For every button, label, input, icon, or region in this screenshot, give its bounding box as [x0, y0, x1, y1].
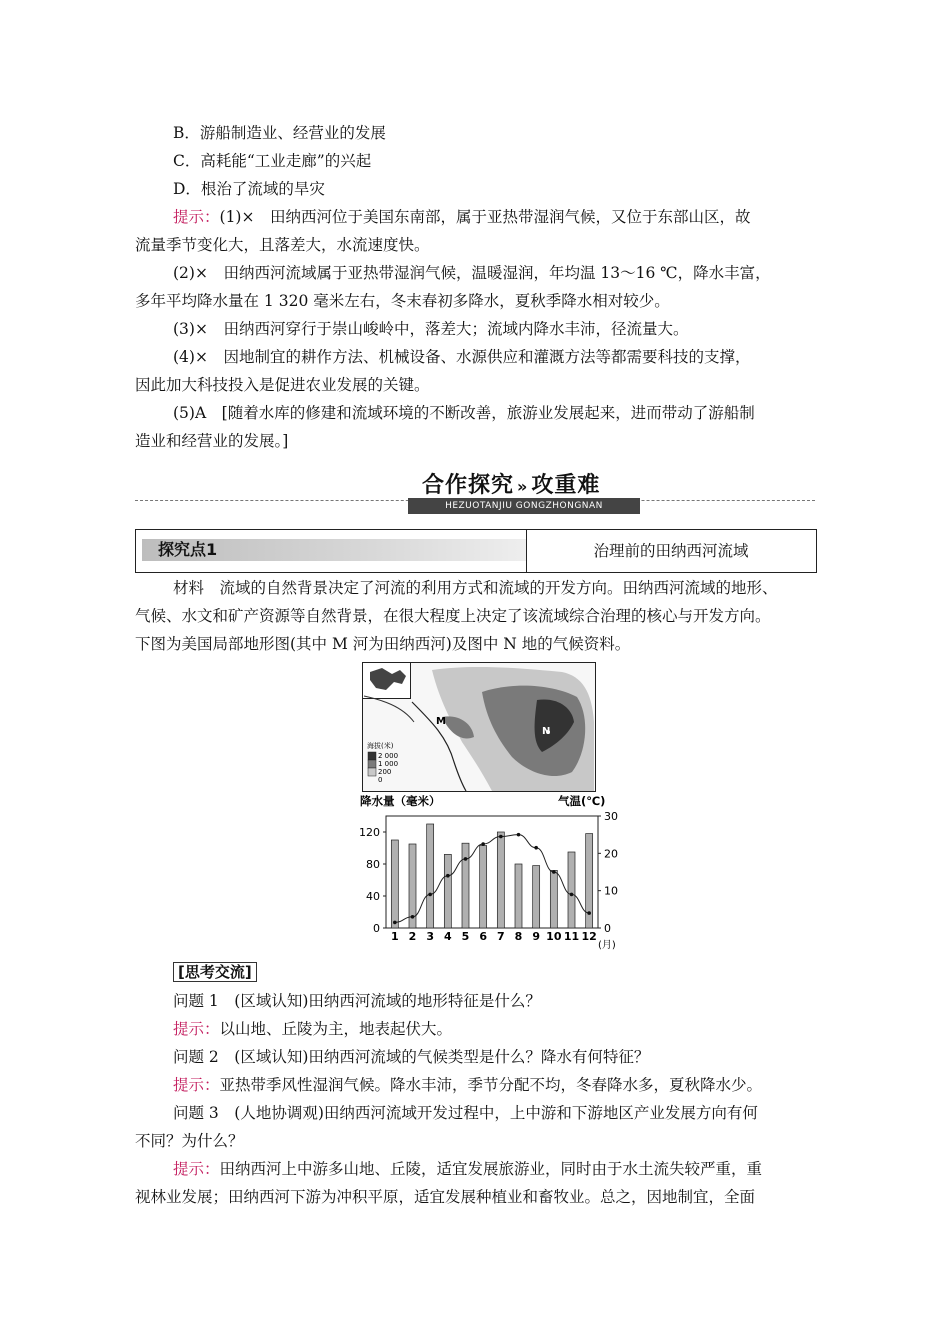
section-title: 合作探究 » 攻重难 — [422, 473, 601, 498]
question-line: 问题 2 (区域认知)田纳西河流域的气候类型是什么？降水有何特征？ — [173, 1048, 650, 1066]
question-line: 问题 3 (人地协调观)田纳西河流域开发过程中，上中游和下游地区产业发展方向有何 — [173, 1104, 758, 1122]
option-d: D．根治了流域的旱灾 — [173, 180, 325, 198]
precip-bar — [568, 852, 575, 928]
x-tick-label: 9 — [532, 930, 540, 943]
legend-title: 海拔(米) — [367, 742, 394, 750]
y-left-tick-label: 120 — [359, 826, 380, 839]
text-line: (3)× 田纳西河穿行于崇山峻岭中，落差大；流域内降水丰沛，径流量大。 — [173, 320, 689, 338]
temperature-point — [464, 857, 468, 861]
temperature-point — [552, 870, 556, 874]
x-tick-label: 2 — [408, 930, 417, 943]
precip-bar — [462, 843, 469, 928]
temperature-point — [499, 835, 503, 839]
x-tick-label: 10 — [546, 930, 562, 943]
text-line: 流量季节变化大，且落差大，水流速度快。 — [135, 236, 430, 254]
x-axis-unit: (月) — [598, 940, 616, 951]
text-line: 因此加大科技投入是促进农业发展的关键。 — [135, 376, 430, 394]
text-line: (2)× 田纳西河流域属于亚热带湿润气候，温暖湿润，年均温 13～16 ℃，降水丰富， — [173, 264, 771, 282]
svg-text:0: 0 — [378, 776, 383, 784]
svg-text:2 000: 2 000 — [378, 752, 399, 760]
temperature-point — [534, 846, 538, 850]
hint-line: 提示：田纳西河上中游多山地、丘陵，适宜发展旅游业，同时由于水土流失较严重，重 — [173, 1160, 763, 1178]
y-right-tick-label: 0 — [604, 922, 611, 935]
explore-point-topic: 治理前的田纳西河流域 — [593, 542, 749, 560]
temperature-point — [446, 874, 450, 878]
temperature-point — [393, 921, 397, 925]
x-tick-label: 5 — [461, 930, 470, 943]
y-right-tick-label: 10 — [604, 884, 618, 898]
x-tick-label: 4 — [444, 930, 452, 943]
precip-bar — [391, 840, 398, 928]
svg-text:1 000: 1 000 — [378, 760, 399, 768]
precip-bar — [515, 864, 522, 928]
y-left-tick-label: 0 — [373, 922, 380, 935]
question-line: 不同？为什么？ — [135, 1132, 244, 1150]
y-left-tick-label: 40 — [366, 890, 380, 903]
text-line: (5)A [随着水库的修建和流域环境的不断改善，旅游业发展起来，进而带动了游船制 — [173, 404, 755, 422]
svg-text:200: 200 — [378, 768, 392, 776]
temperature-line — [395, 835, 589, 923]
x-tick-label: 8 — [514, 930, 523, 943]
text-line: 造业和经营业的发展。] — [135, 432, 289, 450]
plot-frame — [386, 816, 598, 928]
temperature-point — [570, 893, 574, 897]
explore-point-label: 探究点1 — [158, 540, 218, 559]
y-left-tick-label: 80 — [366, 858, 380, 871]
think-exchange-label: [思考交流] — [173, 962, 257, 982]
material-line: 气候、水文和矿产资源等自然背景，在很大程度上决定了该流域综合治理的核心与开发方向。 — [135, 607, 771, 625]
x-tick-label: 12 — [581, 930, 597, 943]
hint-line: 提示：亚热带季风性湿润气候。降水丰沛，季节分配不均，冬春降水多，夏秋降水少。 — [173, 1076, 763, 1094]
y-axis-left-label: 降水量（毫米） — [360, 794, 441, 808]
temperature-point — [411, 915, 415, 919]
y-right-tick-label: 20 — [604, 847, 618, 861]
temperature-point — [587, 911, 591, 915]
hint-line: 提示：以山地、丘陵为主，地表起伏大。 — [173, 1020, 453, 1038]
hint-label: 提示： — [173, 1160, 220, 1178]
option-b: B．游船制造业、经营业的发展 — [173, 124, 386, 142]
x-tick-label: 7 — [497, 930, 505, 943]
precip-bar — [550, 870, 557, 928]
hint-label: 提示： — [173, 1020, 220, 1038]
question-line: 问题 1 (区域认知)田纳西河流域的地形特征是什么？ — [173, 992, 541, 1010]
topographic-map — [362, 662, 596, 792]
text-line: (4)× 因地制宜的耕作方法、机械设备、水源供应和灌溉方法等都需要科技的支撑， — [173, 348, 751, 366]
precip-bar — [444, 854, 451, 928]
arrow-icon: » — [517, 477, 529, 496]
section-subtitle: HEZUOTANJIU GONGZHONGNAN — [408, 498, 640, 514]
text-line: 多年平均降水量在 1 320 毫米左右，冬末春初多降水，夏秋季降水相对较少。 — [135, 292, 670, 310]
explore-point-box — [135, 529, 817, 573]
temperature-point — [481, 842, 485, 846]
precip-bar — [480, 846, 487, 928]
y-right-tick-label: 30 — [604, 810, 618, 823]
hint-label: 提示： — [173, 1076, 220, 1094]
hint-label: 提示： — [173, 208, 220, 226]
precip-bar — [427, 824, 434, 928]
section-banner — [408, 468, 640, 516]
climate-chart — [356, 792, 626, 952]
hint-line: 提示：(1)× 田纳西河位于美国东南部，属于亚热带湿润气候，又位于东部山区，故 — [173, 208, 751, 226]
temperature-point — [517, 833, 521, 837]
label-n: N — [542, 726, 551, 737]
y-axis-right-label: 气温(℃) — [558, 794, 606, 808]
x-tick-label: 3 — [426, 930, 434, 943]
temperature-point — [428, 893, 432, 897]
x-tick-label: 1 — [391, 930, 399, 943]
option-c: C．高耗能“工业走廊”的兴起 — [173, 152, 372, 170]
x-tick-label: 6 — [479, 930, 487, 943]
precip-bar — [533, 866, 540, 928]
material-line: 下图为美国局部地形图(其中 M 河为田纳西河)及图中 N 地的气候资料。 — [135, 635, 631, 653]
material-line: 材料 流域的自然背景决定了河流的利用方式和流域的开发方向。田纳西河流域的地形、 — [173, 579, 778, 597]
text-line: 视林业发展；田纳西河下游为冲积平原，适宜发展种植业和畜牧业。总之，因地制宜，全面 — [135, 1188, 756, 1206]
x-tick-label: 11 — [563, 930, 580, 943]
label-m: M — [436, 716, 446, 727]
precip-bar — [497, 832, 504, 928]
